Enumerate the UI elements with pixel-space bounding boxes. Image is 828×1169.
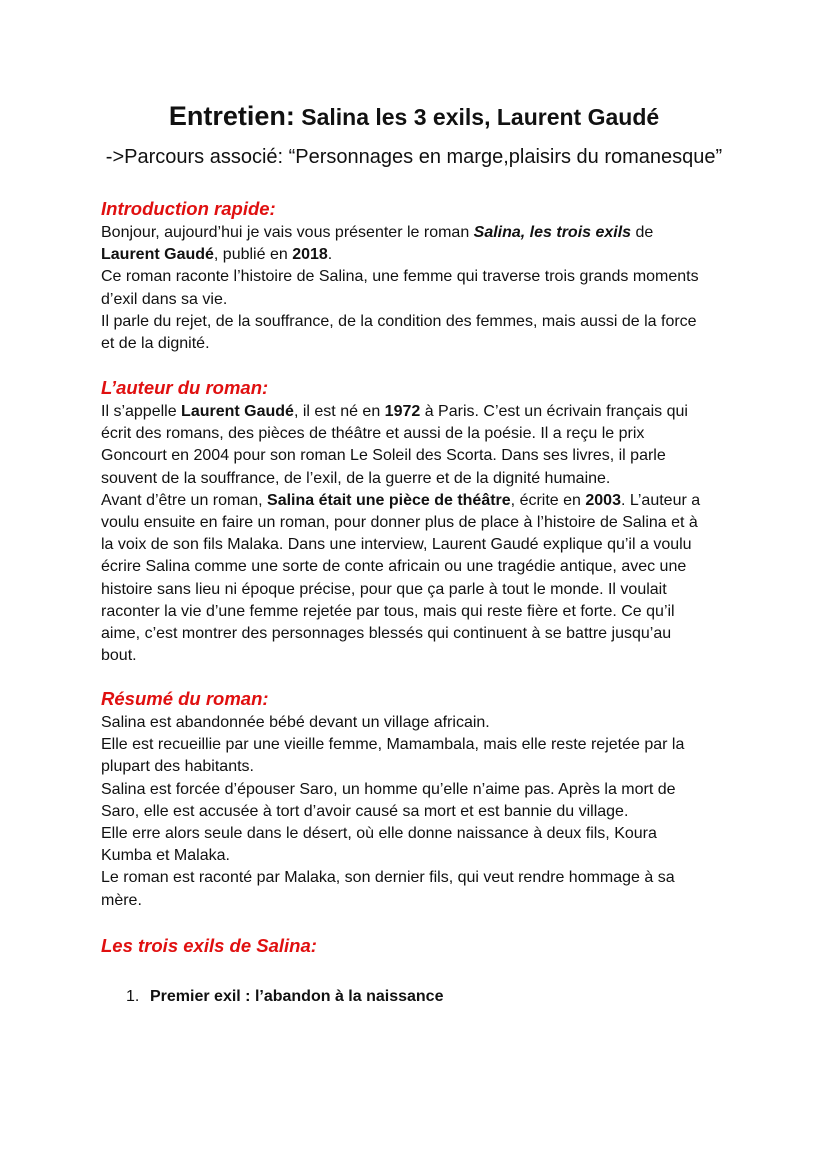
author-line: aime, c’est montrer des personnages blessés qui continuent à se battre jusqu’au [101, 625, 672, 643]
page-subtitle: ->Parcours associé: “Personnages en marge,plaisirs du romanesque” [105, 146, 723, 168]
author-section [101, 375, 741, 667]
text-run: Il s’appelle [101, 403, 182, 420]
author-line: voulu ensuite en faire un roman, pour donner plus de place à l’histoire de Salina et à [101, 514, 698, 532]
intro-line [101, 222, 741, 244]
summary-line: plupart des habitants. [101, 758, 254, 776]
author-line: souvent de la souffrance, de l’exil, de la guerre et de la dignité humaine. [101, 469, 611, 487]
text-run: Avant d’être un roman, [101, 491, 268, 509]
exils-heading: Les trois exils de Salina: [101, 935, 317, 956]
summary-line: Le roman est raconté par Malaka, son dernier fils, qui veut rendre hommage à sa [101, 869, 675, 887]
title-prefix: Entretien: [168, 101, 295, 131]
text-run: à Paris. C’est un écrivain français qui [420, 403, 688, 420]
author-name: Laurent Gaudé [101, 246, 214, 264]
intro-heading: Introduction rapide: [101, 198, 276, 219]
author-paragraph [101, 401, 741, 667]
summary-line: Kumba et Malaka. [101, 847, 230, 865]
text-run: de [631, 224, 654, 241]
novel-title: Salina, les trois exils [473, 224, 632, 241]
exils-section [101, 933, 741, 959]
birth-year: 1972 [384, 403, 421, 420]
list-label: Premier exil : l’abandon à la naissance [150, 988, 444, 1005]
summary-paragraph [101, 712, 741, 912]
text-run: , il est né en [293, 403, 385, 420]
text-run: Bonjour, aujourd’hui je vais vous présenter le roman [101, 224, 474, 241]
author-line: écrit des romans, des pièces de théâtre et aussi de la poésie. Il a reçu le prix [101, 425, 645, 443]
summary-section [101, 686, 741, 912]
intro-paragraph [101, 222, 741, 355]
author-line: histoire sans lieu ni époque précise, pour que ça parle à tout le monde. Il voulait [101, 580, 667, 598]
author-line [101, 490, 741, 512]
summary-heading: Résumé du roman: [101, 688, 269, 709]
author-line: écrire Salina comme une sorte de conte africain ou une tragédie antique, avec une [101, 558, 687, 576]
intro-line: d’exil dans sa vie. [101, 290, 228, 308]
summary-line: mère. [101, 891, 142, 909]
author-line: bout. [101, 647, 137, 665]
play-mention: Salina était une pièce de théâtre [267, 491, 511, 509]
summary-line: Saro, elle est accusée à tort d’avoir causé sa mort et est bannie du village. [101, 802, 629, 820]
summary-line: Elle est recueillie par une vieille femme, Mamambala, mais elle reste rejetée par la [101, 736, 685, 754]
intro-line: et de la dignité. [101, 335, 210, 353]
summary-line: Salina est forcée d’épouser Saro, un homme qu’elle n’aime pas. Après la mort de [101, 780, 676, 798]
summary-line: Elle erre alors seule dans le désert, où elle donne naissance à deux fils, Koura [101, 825, 657, 843]
list-item [126, 986, 443, 1008]
author-line: raconter la vie d’une femme rejetée par tous, mais qui reste fière et forte. Ce qu’il [101, 602, 675, 620]
author-line [101, 401, 741, 423]
text-run: , écrite en [510, 491, 586, 509]
play-year: 2003 [585, 491, 621, 509]
title-main: Salina les 3 exils, Laurent Gaudé [301, 104, 660, 130]
intro-line: Ce roman raconte l’histoire de Salina, une femme qui traverse trois grands moments [101, 268, 699, 286]
author-heading: L’auteur du roman: [101, 377, 269, 398]
author-line: la voix de son fils Malaka. Dans une interview, Laurent Gaudé explique qu’il a voulu [101, 536, 692, 554]
intro-section [101, 196, 741, 355]
summary-line: Salina est abandonnée bébé devant un village africain. [101, 714, 490, 731]
text-run: . L’auteur a [620, 491, 701, 509]
publication-year: 2018 [292, 246, 328, 264]
text-run: , publié en [213, 246, 293, 264]
list-number: 1. [126, 988, 140, 1005]
page-title [0, 100, 828, 133]
intro-line [101, 244, 741, 266]
text-run: . [327, 246, 333, 264]
intro-line: Il parle du rejet, de la souffrance, de la condition des femmes, mais aussi de la force [101, 312, 697, 330]
author-line: Goncourt en 2004 pour son roman Le Soleil des Scorta. Dans ses livres, il parle [101, 447, 666, 465]
author-name: Laurent Gaudé [181, 403, 294, 420]
